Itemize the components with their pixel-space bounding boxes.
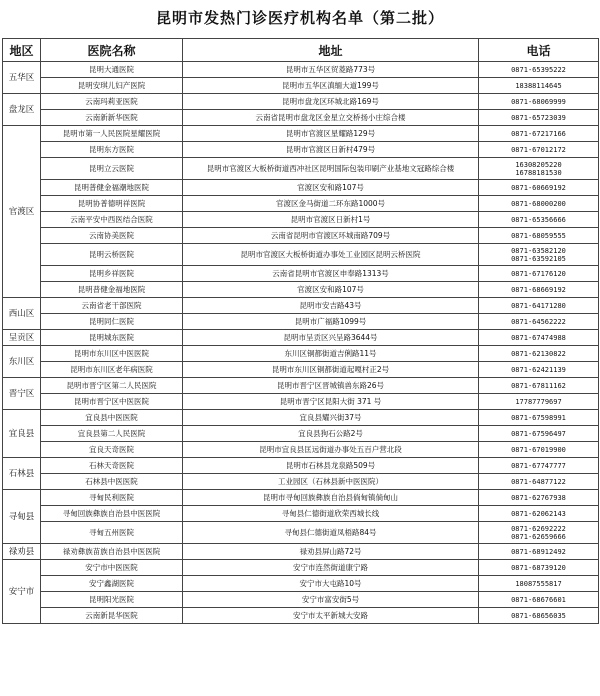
area-cell: 寻甸县 bbox=[3, 490, 41, 544]
phone-cell bbox=[479, 228, 599, 244]
area-cell: 晋宁区 bbox=[3, 378, 41, 410]
hospital-name-cell: 昆明同仁医院 bbox=[41, 314, 183, 330]
hospital-name-cell: 云南协美医院 bbox=[41, 228, 183, 244]
table-row bbox=[3, 560, 599, 576]
phone-number: 0871-67598991 bbox=[511, 413, 566, 422]
phone-cell bbox=[479, 314, 599, 330]
phone-number: 0871-67217166 bbox=[511, 129, 566, 138]
address-cell: 寻甸县仁德街道凤梧路84号 bbox=[183, 522, 479, 544]
phone-number: 0871-63592105 bbox=[511, 254, 566, 263]
hospital-name-cell: 昆明大通医院 bbox=[41, 62, 183, 78]
hospital-name-cell: 昆明阳光医院 bbox=[41, 592, 183, 608]
table-row bbox=[3, 78, 599, 94]
table-row bbox=[3, 608, 599, 624]
table-body bbox=[3, 62, 599, 624]
document-title: 昆明市发热门诊医疗机构名单（第二批） bbox=[155, 9, 444, 27]
address-cell: 昆明市宜良县匡远街道办事处五百户营北段 bbox=[183, 442, 479, 458]
phone-number: 0871-63582120 bbox=[511, 246, 566, 255]
phone-number: 0871-68676601 bbox=[511, 595, 566, 604]
table-row bbox=[3, 592, 599, 608]
phone-cell bbox=[479, 522, 599, 544]
phone-cell bbox=[479, 592, 599, 608]
hospital-name-cell: 寻甸民利医院 bbox=[41, 490, 183, 506]
phone-cell bbox=[479, 282, 599, 298]
table-header-row bbox=[3, 39, 599, 62]
address-cell: 安宁市富安街5号 bbox=[183, 592, 479, 608]
address-cell: 昆明市五华区贸菱路773号 bbox=[183, 62, 479, 78]
hospital-name-cell: 昆明协普德明祥医院 bbox=[41, 196, 183, 212]
phone-number: 0871-62421139 bbox=[511, 365, 566, 374]
table-row bbox=[3, 378, 599, 394]
phone-number: 0871-62767938 bbox=[511, 493, 566, 502]
hospital-table bbox=[2, 38, 599, 624]
address-cell: 昆明市呈贡区兴呈路3644号 bbox=[183, 330, 479, 346]
address-cell: 昆明市盘龙区环城北路169号 bbox=[183, 94, 479, 110]
phone-number: 0871-67474988 bbox=[511, 333, 566, 342]
address-cell: 昆明市官渡区日新村1号 bbox=[183, 212, 479, 228]
table-row bbox=[3, 394, 599, 410]
address-cell: 昆明市寻甸回族彝族自治县倘甸镇倘甸山 bbox=[183, 490, 479, 506]
phone-cell bbox=[479, 94, 599, 110]
phone-cell bbox=[479, 298, 599, 314]
address-cell: 官渡区安和路107号 bbox=[183, 180, 479, 196]
area-cell: 西山区 bbox=[3, 298, 41, 330]
table-row bbox=[3, 490, 599, 506]
phone-cell bbox=[479, 410, 599, 426]
phone-cell bbox=[479, 244, 599, 266]
address-cell: 工业园区（石林县新中医医院） bbox=[183, 474, 479, 490]
hospital-name-cell: 宜良县第二人民医院 bbox=[41, 426, 183, 442]
phone-cell bbox=[479, 362, 599, 378]
phone-number: 16788181530 bbox=[515, 168, 562, 177]
phone-number: 0871-67012172 bbox=[511, 145, 566, 154]
hospital-name-cell: 昆明云桥医院 bbox=[41, 244, 183, 266]
phone-number: 0871-68912492 bbox=[511, 547, 566, 556]
area-cell: 东川区 bbox=[3, 346, 41, 378]
phone-number: 0871-68069999 bbox=[511, 97, 566, 106]
table-row bbox=[3, 576, 599, 592]
phone-cell bbox=[479, 560, 599, 576]
phone-number: 16308205220 bbox=[515, 160, 562, 169]
phone-number: 0871-64171280 bbox=[511, 301, 566, 310]
address-cell: 昆明市晋宁区晋城镇兽东路26号 bbox=[183, 378, 479, 394]
table-row bbox=[3, 426, 599, 442]
phone-number: 0871-62692222 bbox=[511, 524, 566, 533]
area-cell: 宜良县 bbox=[3, 410, 41, 458]
phone-number: 0871-68739120 bbox=[511, 563, 566, 572]
table-row bbox=[3, 126, 599, 142]
phone-number: 0871-65356666 bbox=[511, 215, 566, 224]
phone-number: 0871-68059555 bbox=[511, 231, 566, 240]
phone-cell bbox=[479, 330, 599, 346]
table-row bbox=[3, 212, 599, 228]
hospital-name-cell: 云南平安中西医结合医院 bbox=[41, 212, 183, 228]
table-row bbox=[3, 330, 599, 346]
phone-number: 18388114645 bbox=[515, 81, 562, 90]
hospital-name-cell: 石林县中医医院 bbox=[41, 474, 183, 490]
phone-cell bbox=[479, 62, 599, 78]
hospital-name-cell: 昆明市晋宁区第二人民医院 bbox=[41, 378, 183, 394]
hospital-name-cell: 寻甸回族彝族自治县中医医院 bbox=[41, 506, 183, 522]
table-row bbox=[3, 298, 599, 314]
phone-number: 0871-68656035 bbox=[511, 611, 566, 620]
phone-number: 0871-60669192 bbox=[511, 183, 566, 192]
phone-cell bbox=[479, 544, 599, 560]
table-row bbox=[3, 522, 599, 544]
table-row bbox=[3, 346, 599, 362]
hospital-name-cell: 昆明市东川区老年病医院 bbox=[41, 362, 183, 378]
phone-cell bbox=[479, 458, 599, 474]
phone-number: 0871-62062143 bbox=[511, 509, 566, 518]
hospital-name-cell: 昆明市东川区中医医院 bbox=[41, 346, 183, 362]
hospital-name-cell: 安宁市中医医院 bbox=[41, 560, 183, 576]
table-row bbox=[3, 62, 599, 78]
phone-number: 0871-65395222 bbox=[511, 65, 566, 74]
address-cell: 昆明市官渡区大板桥街道办事处工业园区昆明云桥医院 bbox=[183, 244, 479, 266]
address-cell: 宜良县狗石公路2号 bbox=[183, 426, 479, 442]
phone-number: 0871-65723039 bbox=[511, 113, 566, 122]
table-row bbox=[3, 458, 599, 474]
phone-cell bbox=[479, 196, 599, 212]
hospital-name-cell: 昆明普健金福地医院 bbox=[41, 282, 183, 298]
hospital-name-cell: 安宁鑫湖医院 bbox=[41, 576, 183, 592]
hospital-name-cell: 昆明市晋宁区中医医院 bbox=[41, 394, 183, 410]
table-row bbox=[3, 180, 599, 196]
phone-number: 0871-67811162 bbox=[511, 381, 566, 390]
phone-cell bbox=[479, 394, 599, 410]
area-cell: 石林县 bbox=[3, 458, 41, 490]
phone-number: 0871-67176120 bbox=[511, 269, 566, 278]
table-row bbox=[3, 244, 599, 266]
address-cell: 官渡区金马街道二环东路1000号 bbox=[183, 196, 479, 212]
address-cell: 寻甸县仁德街道欣荣西城长线 bbox=[183, 506, 479, 522]
phone-number: 0871-62130822 bbox=[511, 349, 566, 358]
table-row bbox=[3, 544, 599, 560]
address-cell: 云南省昆明市官渡区环城南路709号 bbox=[183, 228, 479, 244]
phone-cell bbox=[479, 126, 599, 142]
phone-number: 0871-64562222 bbox=[511, 317, 566, 326]
area-cell: 五华区 bbox=[3, 62, 41, 94]
phone-cell bbox=[479, 490, 599, 506]
hospital-name-cell: 石林天奇医院 bbox=[41, 458, 183, 474]
address-cell: 安宁市大屯路10号 bbox=[183, 576, 479, 592]
address-cell: 昆明市广福路1099号 bbox=[183, 314, 479, 330]
phone-cell bbox=[479, 110, 599, 126]
hospital-name-cell: 宜良天奇医院 bbox=[41, 442, 183, 458]
phone-cell bbox=[479, 576, 599, 592]
phone-cell bbox=[479, 142, 599, 158]
hospital-name-cell: 昆明立云医院 bbox=[41, 158, 183, 180]
address-cell: 昆明市石林县龙泉路509号 bbox=[183, 458, 479, 474]
phone-number: 17787779697 bbox=[515, 397, 562, 406]
table-row bbox=[3, 158, 599, 180]
address-cell: 昆明市官渡区大板桥街道西冲社区昆明国际包装印刷产业基地文冠路综合楼 bbox=[183, 158, 479, 180]
hospital-name-cell: 昆明城东医院 bbox=[41, 330, 183, 346]
phone-cell bbox=[479, 442, 599, 458]
hospital-name-cell: 云南新昆华医院 bbox=[41, 608, 183, 624]
phone-number: 0871-67019900 bbox=[511, 445, 566, 454]
table-row bbox=[3, 142, 599, 158]
phone-number: 18087555817 bbox=[515, 579, 562, 588]
phone-cell bbox=[479, 474, 599, 490]
address-cell: 云南省昆明市官渡区申奉路1313号 bbox=[183, 266, 479, 282]
area-cell: 盘龙区 bbox=[3, 94, 41, 126]
address-cell: 昆明市官渡区日新村479号 bbox=[183, 142, 479, 158]
address-cell: 昆明市东川区铜都街道起嘎村正2号 bbox=[183, 362, 479, 378]
hospital-name-cell: 昆明市第一人民医院星耀医院 bbox=[41, 126, 183, 142]
table-row bbox=[3, 94, 599, 110]
table-row bbox=[3, 228, 599, 244]
hospital-name-cell: 昆明东方医院 bbox=[41, 142, 183, 158]
header-phone: 电话 bbox=[479, 39, 599, 62]
table-row bbox=[3, 196, 599, 212]
phone-cell bbox=[479, 506, 599, 522]
table-row bbox=[3, 506, 599, 522]
address-cell: 云南省昆明市盘龙区金星立交桥扬小庄综合楼 bbox=[183, 110, 479, 126]
address-cell: 昆明市晋宁区昆阳大街 371 号 bbox=[183, 394, 479, 410]
phone-cell bbox=[479, 78, 599, 94]
phone-number: 0871-67596497 bbox=[511, 429, 566, 438]
table-row bbox=[3, 282, 599, 298]
table-row bbox=[3, 410, 599, 426]
address-cell: 东川区铜都街道吉俐路11号 bbox=[183, 346, 479, 362]
phone-number: 0871-68669192 bbox=[511, 285, 566, 294]
phone-number: 0871-62659666 bbox=[511, 532, 566, 541]
phone-cell bbox=[479, 212, 599, 228]
phone-cell bbox=[479, 608, 599, 624]
address-cell: 官渡区安和路107号 bbox=[183, 282, 479, 298]
phone-cell bbox=[479, 378, 599, 394]
address-cell: 宜良县耀兴街37号 bbox=[183, 410, 479, 426]
table-row bbox=[3, 474, 599, 490]
phone-cell bbox=[479, 158, 599, 180]
phone-number: 0871-67747777 bbox=[511, 461, 566, 470]
hospital-name-cell: 昆明安琪儿妇产医院 bbox=[41, 78, 183, 94]
address-cell: 昆明市安吉路43号 bbox=[183, 298, 479, 314]
address-cell: 安宁市连然街道康宁路 bbox=[183, 560, 479, 576]
hospital-name-cell: 云南新新华医院 bbox=[41, 110, 183, 126]
hospital-name-cell: 昆明普健金福潮地医院 bbox=[41, 180, 183, 196]
table-row bbox=[3, 362, 599, 378]
hospital-name-cell: 昆明乡祥医院 bbox=[41, 266, 183, 282]
address-cell: 禄劝县屏山路72号 bbox=[183, 544, 479, 560]
hospital-name-cell: 云南省老干部医院 bbox=[41, 298, 183, 314]
hospital-name-cell: 禄劝彝族苗族自治县中医医院 bbox=[41, 544, 183, 560]
phone-cell bbox=[479, 426, 599, 442]
hospital-name-cell: 宜良县中医医院 bbox=[41, 410, 183, 426]
area-cell: 安宁市 bbox=[3, 560, 41, 624]
header-area: 地区 bbox=[3, 39, 41, 62]
header-address: 地址 bbox=[183, 39, 479, 62]
area-cell: 官渡区 bbox=[3, 126, 41, 298]
phone-cell bbox=[479, 266, 599, 282]
area-cell: 禄劝县 bbox=[3, 544, 41, 560]
table-row bbox=[3, 442, 599, 458]
hospital-name-cell: 云南玛莉亚医院 bbox=[41, 94, 183, 110]
address-cell: 昆明市官渡区星耀路129号 bbox=[183, 126, 479, 142]
area-cell: 呈贡区 bbox=[3, 330, 41, 346]
table-row bbox=[3, 266, 599, 282]
address-cell: 安宁市太平新城大安路 bbox=[183, 608, 479, 624]
header-hospital-name: 医院名称 bbox=[41, 39, 183, 62]
phone-number: 0871-68000200 bbox=[511, 199, 566, 208]
table-row bbox=[3, 314, 599, 330]
phone-cell bbox=[479, 180, 599, 196]
phone-number: 0871-64877122 bbox=[511, 477, 566, 486]
hospital-name-cell: 寻甸五州医院 bbox=[41, 522, 183, 544]
address-cell: 昆明市五华区滇缅大道199号 bbox=[183, 78, 479, 94]
phone-cell bbox=[479, 346, 599, 362]
table-row bbox=[3, 110, 599, 126]
